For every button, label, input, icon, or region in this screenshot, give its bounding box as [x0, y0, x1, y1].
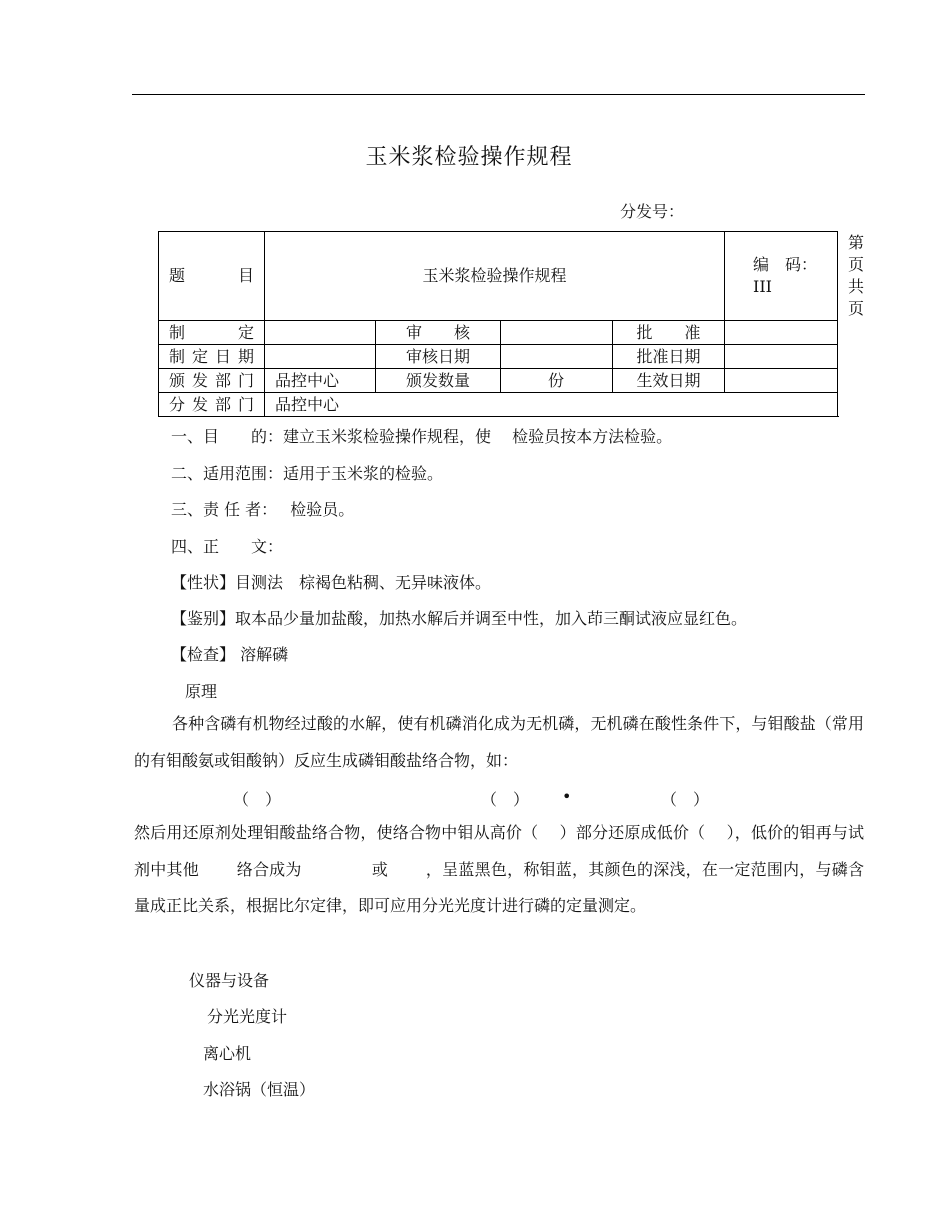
document-info-table [158, 231, 897, 417]
code-value: III [753, 277, 772, 296]
made-date-value [265, 345, 376, 369]
issue-department-value: 品控中心 [265, 369, 376, 393]
reviewed-by-label: 审 核 [376, 321, 501, 345]
equipment-item: 水浴锅（恒温） [203, 1080, 316, 1099]
reviewed-by-value [501, 321, 613, 345]
effective-date-label: 生效日期 [613, 369, 725, 393]
formula-dot: • [562, 787, 572, 806]
formula-bracket-2: （ ） [481, 790, 530, 809]
code-cell [725, 232, 838, 321]
issue-department-label: 颁发部门 [159, 369, 265, 393]
made-by-label: 制 定 [159, 321, 265, 345]
equipment-item: 离心机 [203, 1044, 252, 1063]
table-row [159, 369, 838, 393]
principle-paragraph-1: 各种含磷有机物经过酸的水解，使有机磷消化成为无机磷，无机磷在酸性条件下，与钼酸盐（常用的有钼酸氨或钼酸钠）反应生成磷钼酸盐络合物，如： [134, 714, 864, 770]
formula-bracket-3: （ ） [661, 790, 710, 809]
made-by-value [265, 321, 376, 345]
distribution-department-label: 分发部门 [159, 393, 265, 417]
header-rule [132, 94, 865, 95]
issue-quantity-unit: 份 [501, 369, 613, 393]
table-row [159, 321, 838, 345]
section-purpose: 一、目 的：建立玉米浆检验操作规程，使 检验员按本方法检验。 [171, 427, 673, 446]
appearance-item: 【性状】目测法 棕褐色粘稠、无异味液体。 [171, 573, 492, 592]
section-scope: 二、适用范围：适用于玉米浆的检验。 [171, 464, 444, 483]
section-text-heading: 四、正 文： [171, 537, 284, 556]
review-date-value [501, 345, 613, 369]
table-row: 题 目 玉米浆检验操作规程 编 码： III 第 页 共 页 [159, 232, 838, 321]
identification-item: 【鉴别】取本品少量加盐酸，加热水解后并调至中性，加入茚三酮试液应显红色。 [171, 609, 748, 628]
inspection-item: 【检查】 溶解磷 [171, 645, 289, 664]
section-responsible: 三、责 任 者： 检验员。 [171, 500, 355, 519]
equipment-item: 分光光度计 [207, 1007, 288, 1026]
approve-date-label: 批准日期 [613, 345, 725, 369]
document-title: 玉米浆检验操作规程 [365, 145, 573, 170]
subject-value: 玉米浆检验操作规程 [265, 232, 725, 321]
formula-bracket-1: （ ） [233, 790, 282, 809]
table-row [159, 345, 838, 369]
distribution-number-label: 分发号： [620, 202, 685, 221]
principle-paragraph-2: 然后用还原剂处理钼酸盐络合物，使络合物中钼从高价（ ）部分还原成低价（ ），低价的钼再与试剂中其他 络合成为 或 ，呈蓝黑色，称钼蓝，其颜色的深浅，在一定范围内，与磷含量成正比关系，根据比尔定律，即可应用分光光度计进行磷的定量测定。 [134, 823, 864, 915]
code-label: 编 码： [753, 255, 818, 274]
effective-date-value [725, 369, 838, 393]
table-row [159, 393, 838, 417]
principle-heading: 原理 [185, 682, 218, 701]
approve-date-value [725, 345, 838, 369]
approved-by-label: 批 准 [613, 321, 725, 345]
approved-by-value [725, 321, 838, 345]
made-date-label: 制定日期 [159, 345, 265, 369]
distribution-department-value: 品控中心 [265, 393, 838, 417]
equipment-heading: 仪器与设备 [189, 971, 270, 990]
issue-quantity-label: 颁发数量 [376, 369, 501, 393]
subject-label: 题 目 [159, 232, 265, 321]
review-date-label: 审核日期 [376, 345, 501, 369]
